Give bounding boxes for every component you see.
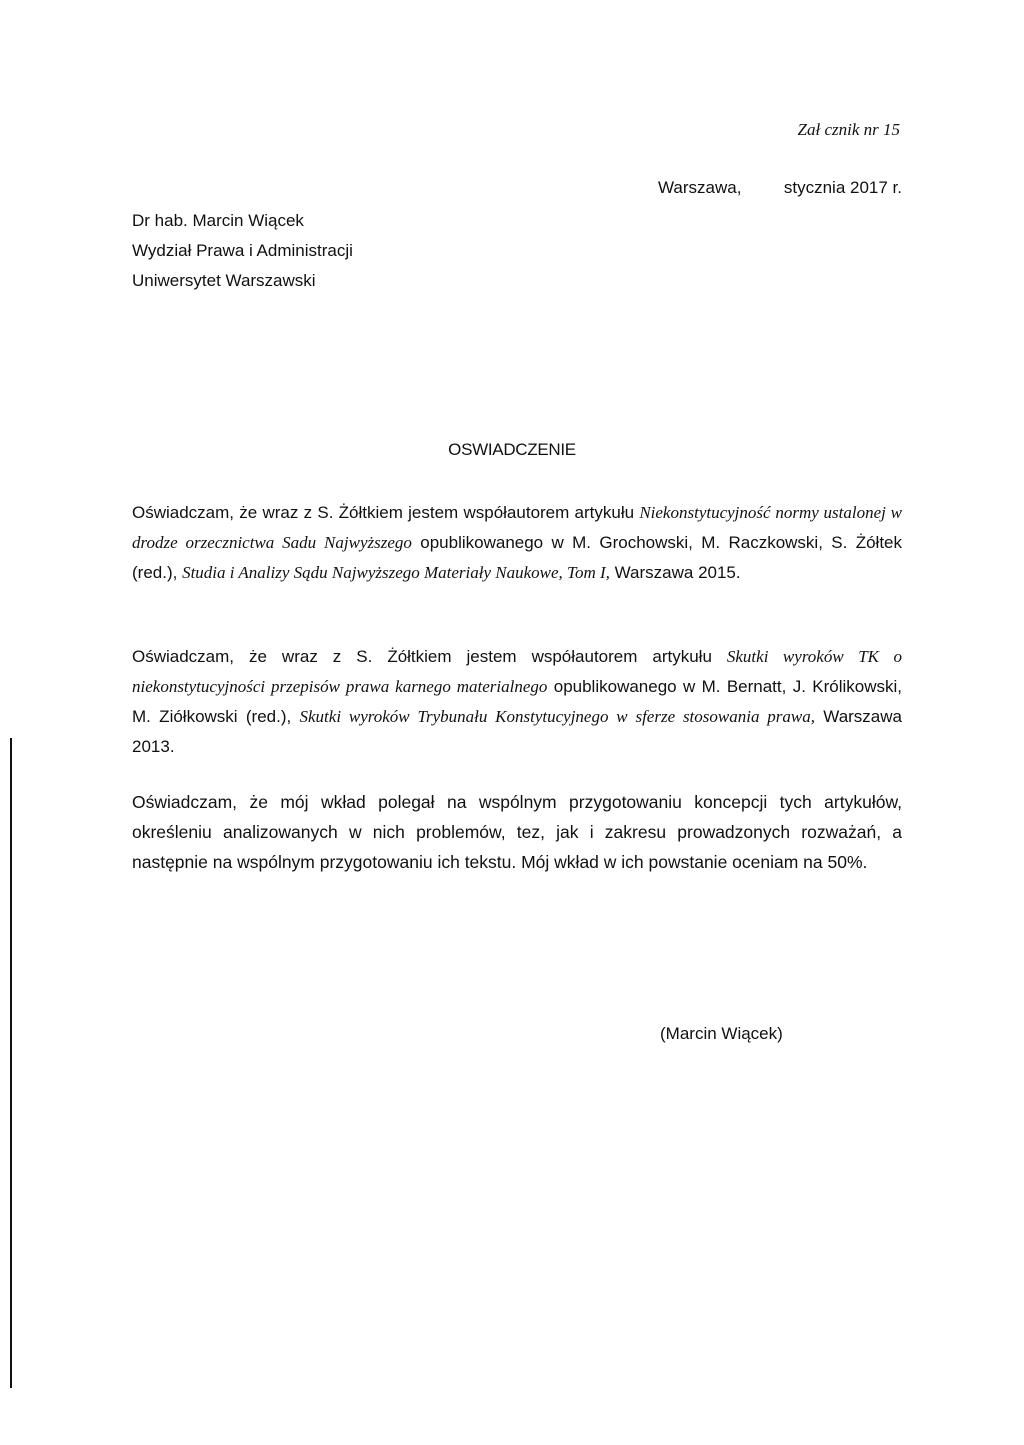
place-and-date <box>658 178 902 198</box>
author-university: Uniwersytet Warszawski <box>132 271 316 290</box>
statement-2-intro: Oświadczam, że wraz z S. Żółtkiem jestem współautorem artykułu <box>132 647 727 666</box>
date: stycznia 2017 r. <box>783 178 902 197</box>
statement-paragraph-3: Oświadczam, że mój wkład polegał na wspólnym przygotowaniu koncepcji tych artykułów, określeniu analizowanych w nich problemów, tez, jak i zakresu prowadzonych rozważań, a następnie na wspólnym przygotowaniu ich tekstu. Mój wkład w ich powstanie oceniam na 50%. <box>132 792 902 872</box>
statement-1-book-title: Studia i Analizy Sądu Najwyższego Materiały Naukowe, Tom I, <box>182 563 610 582</box>
scan-edge-line <box>10 738 12 1388</box>
author-block <box>132 206 353 296</box>
statement-paragraph-2 <box>132 642 902 762</box>
statement-1-mid: opublikowanego w M. Grochowski, M. Raczkowski, S. Żółtek (red.), <box>132 533 902 582</box>
author-name: Dr hab. Marcin Wiącek <box>132 211 304 230</box>
attachment-number: Zał cznik nr 15 <box>797 120 900 139</box>
document-heading: OSWIADCZENIE <box>448 440 576 459</box>
city: Warszawa, <box>658 178 742 197</box>
statement-1-tail: Warszawa 2015. <box>609 563 741 582</box>
statement-2-article-title: Skutki wyroków TK o niekonstytucyjności przepisów prawa karnego materialnego <box>132 647 902 696</box>
statement-2-book-title: Skutki wyroków Trybunału Konstytucyjnego w sferze stosowania prawa, <box>299 707 815 726</box>
statement-2-tail: Warszawa 2013. <box>132 707 902 756</box>
statement-1-article-title: Niekonstytucyjność normy ustalonej w drodze orzecznictwa Sadu Najwyższego <box>132 503 902 552</box>
author-faculty: Wydział Prawa i Administracji <box>132 241 353 260</box>
statement-2-mid: opublikowanego w M. Bernatt, J. Królikowski, M. Ziółkowski (red.), <box>132 677 903 726</box>
statement-1-intro: Oświadczam, że wraz z S. Żółtkiem jestem współautorem artykułu <box>132 503 640 522</box>
signature-name: (Marcin Wiącek) <box>660 1024 783 1043</box>
statement-paragraph-1 <box>132 498 902 588</box>
